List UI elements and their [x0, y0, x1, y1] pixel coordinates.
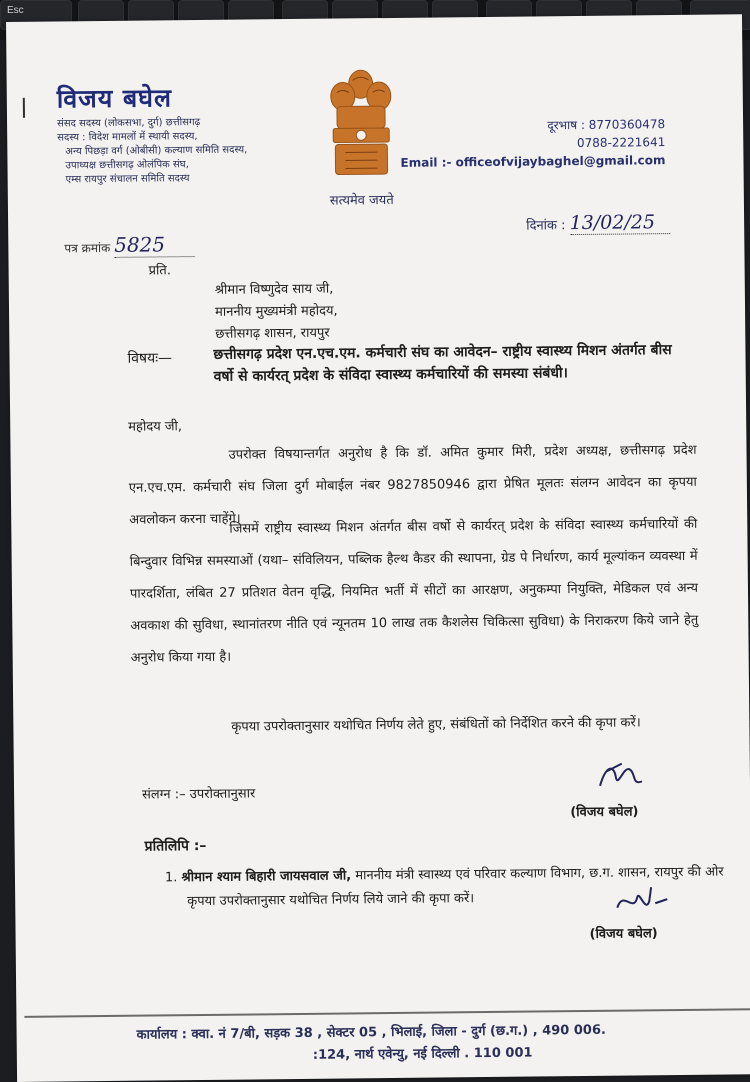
- footer-address-1: कार्यालय : क्वा. नं 7/बी, सड़क 38 , सेक्टर 05 , भिलाई, जिला - दुर्ग (छ.ग.) , 490 006.: [136, 1022, 606, 1043]
- salutation: महोदय जी,: [128, 419, 183, 435]
- copy-text: माननीय मंत्री स्वास्थ्य एवं परिवार कल्याण विभाग, छ.ग. शासन, रायपुर की ओर कृपया उपरोक्तानुसार यथोचित निर्णय लिये जाने की कृपा करें।: [187, 864, 724, 910]
- letter-page: [6, 14, 750, 1082]
- copy-number: 1.: [164, 870, 178, 886]
- copy-label: प्रतिलिपि :–: [144, 837, 207, 855]
- addressee-block: [215, 279, 338, 346]
- copy-recipient: श्रीमान श्याम बिहारी जायसवाल जी,: [181, 868, 352, 886]
- addressee-line: माननीय मुख्यमंत्री महोदय,: [214, 303, 338, 320]
- role-line: सदस्य : विदेश मामलों में स्थायी सदस्य,: [57, 131, 198, 144]
- paragraph-1: उपरोक्त विषयान्तर्गत अनुरोध है कि डॉ. अमित कुमार मिरी, प्रदेश अध्यक्ष, छत्तीसगढ़ प्रदेश एन.एच.एम. कर्मचारी संघ जिला दुर्ग मोबाईल नंबर 9827850946 द्वारा प्रेषित मूलतः संलग्न आवेदन का कृपया अवलोकन करना चाहेंगे।: [128, 442, 697, 528]
- role-line: उपाध्यक्ष छत्तीसगढ़ ओलंपिक संघ,: [65, 159, 189, 172]
- footer-address-2: :124, नार्थ एवेन्यु, नई दिल्ली . 110 001: [312, 1045, 533, 1063]
- esc-key-label: Esc: [7, 5, 24, 16]
- letterhead-roles: [57, 115, 248, 187]
- prati-label: प्रति.: [148, 263, 172, 279]
- date-line: [526, 211, 670, 236]
- subject-label: विषयः—: [127, 350, 173, 367]
- addressee-line: श्रीमान विष्णुदेव साय जी,: [214, 281, 334, 298]
- role-line: अन्य पिछड़ा वर्ग (ओबीसी) कल्याण समिति सदस्य,: [65, 144, 248, 158]
- date-value: 13/02/25: [570, 211, 670, 235]
- role-line: एम्स रायपुर संचालन समिति सदस्य: [65, 173, 190, 186]
- signature-mark-2: [611, 883, 671, 924]
- enclosure-line: संलग्न :– उपरोक्तानुसार: [142, 786, 256, 803]
- email-line: Email :- officeofvijaybaghel@gmail.com: [400, 153, 666, 170]
- phone-line: दूरभाष : 8770360478: [547, 117, 666, 133]
- ashoka-emblem-icon: [324, 66, 397, 187]
- paragraph-3: कृपया उपरोक्तानुसार यथोचित निर्णय लेते हुए, संबंधितों को निर्देशित करने की कृपा करें।: [231, 715, 641, 735]
- letterhead-name: विजय बघेल: [56, 83, 173, 114]
- reference-value: 5825: [114, 232, 194, 258]
- signature-name: (विजय बघेल): [570, 804, 639, 821]
- signature-mark: [596, 755, 646, 796]
- contact-block: [400, 115, 666, 172]
- emblem-motto: सत्यमेव जयते: [329, 192, 394, 209]
- addressee-line: छत्तीसगढ़ शासन, रायपुर: [215, 325, 330, 342]
- reference-line: [64, 232, 194, 258]
- reference-label: पत्र क्रमांक: [64, 240, 111, 256]
- role-line: संसद सदस्य (लोकसभा, दुर्ग) छत्तीसगढ़: [57, 116, 201, 130]
- footer-divider: [24, 1008, 750, 1018]
- date-label: दिनांक :: [526, 218, 566, 234]
- phone-line-2: 0788-2221641: [576, 135, 666, 151]
- subject-text: छत्तीसगढ़ प्रदेश एन.एच.एम. कर्मचारी संघ का आवेदन– राष्ट्रीय स्वास्थ्य मिशन अंतर्गत बीस वर्षो से कार्यरत् प्रदेश के संविदा स्वास्थ्य कर्मचारियों की समस्या संबंधी।: [213, 342, 672, 385]
- margin-mark: [23, 98, 25, 118]
- signature-name-2: (विजय बघेल): [589, 926, 658, 942]
- paragraph-2: जिसमें राष्ट्रीय स्वास्थ्य मिशन अंतर्गत बीस वर्षो से कार्यरत् प्रदेश के संविदा स्वास्थ्य कर्मचारियों की बिन्दुवार विभिन्न समस्याओं (यथा– संविलियन, पब्लिक हैल्थ कैडर की स्थापना, ग्रेड पे निर्धारण, कार्य मूल्यांकन व्यवस्था में पारदर्शिता, लंबित 27 प्रतिशत वेतन वृद्धि, नियमित भर्ती में सीटों का आरक्षण, अनुकम्पा नियुक्ति, मेडिकल एवं अन्य अवकाश की सुविधा, स्थानांतरण नीति एवं न्यूनतम 10 लाख तक कैशलेस चिकित्सा सुविधा) के निराकरण किये जाने हेतु अनुरोध किया गया है।: [129, 516, 699, 666]
